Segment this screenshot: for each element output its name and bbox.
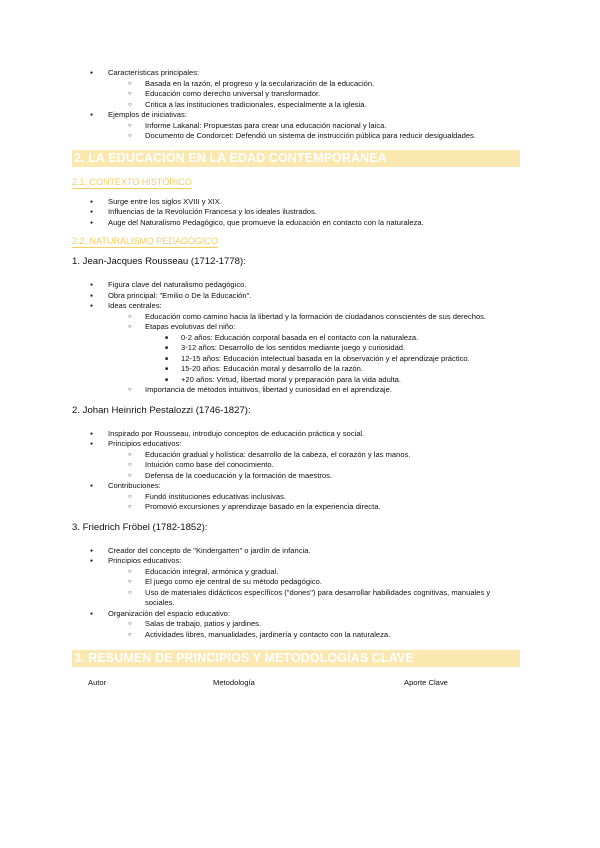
list-item: ■ 12-15 años: Educación intelectual basada en la observación y el aprendizaje práctico.: [145, 354, 520, 365]
list-item: [108, 322, 520, 385]
list-item: ● Creador del concepto de "Kindergarten" o jardín de infancia.: [72, 546, 520, 557]
list-item: ■ 15-20 años: Educación moral y desarrollo de la razón.: [145, 364, 520, 375]
bullet-list: [72, 280, 520, 396]
sub-list: [108, 79, 520, 111]
subsection-heading-text: 2.1. CONTEXTO HISTÓRICO: [72, 176, 192, 187]
list-item: ○ Educación como derecho universal y transformador.: [108, 89, 520, 100]
author-heading: 3. Friedrich Fröbel (1782-1852):: [72, 521, 208, 533]
list-item: ■ 0-2 años: Educación corporal basada en el contacto con la naturaleza.: [145, 333, 520, 344]
list-item: [72, 110, 520, 142]
list-item: ○ Critica a las instituciones tradicionales, especialmente a la iglesia.: [108, 100, 520, 111]
summary-table-header: [72, 677, 520, 688]
list-item: ○ Uso de materiales didácticos específicos ("dones") para desarrollar habilidades cognitivas, manuales y sociales.: [108, 588, 520, 609]
list-item-label: Principios educativos:: [108, 439, 182, 448]
list-item: ○ Importancia de métodos intuitivos, libertad y curiosidad en el aprendizaje.: [108, 385, 520, 396]
list-item: ● Surge entre los siglos XVIII y XIX.: [72, 197, 520, 208]
list-item-label: Ejemplos de iniciativas:: [108, 110, 187, 119]
list-item-label: Contribuciones:: [108, 481, 161, 490]
list-item: ○ Defensa de la coeducación y la formación de maestros.: [108, 471, 520, 482]
subsection-heading: [72, 177, 520, 188]
list-item: [72, 68, 520, 110]
list-item-label: Etapas evolutivas del niño:: [145, 322, 236, 331]
sub-list: [108, 492, 520, 513]
list-item: ● Influencias de la Revolución Francesa y los ideales ilustrados.: [72, 207, 520, 218]
list-item: [72, 556, 520, 609]
list-item: ○ Fundó instituciones educativas inclusivas.: [108, 492, 520, 503]
sub-list: [108, 619, 520, 640]
list-item: ○ Educación integral, armónica y gradual.: [108, 567, 520, 578]
subsection-heading-text: 2.2. NATURALISMO PEDAGÓGICO: [72, 236, 218, 246]
list-item: ○ Educación gradual y holística: desarrollo de la cabeza, el corazón y las manos.: [108, 450, 520, 461]
sub-sub-list: [145, 333, 520, 386]
list-item: [72, 609, 520, 641]
list-item: ○ Promovió excursiones y aprendizaje basado en la experiencia directa.: [108, 502, 520, 513]
list-item: ■ 3-12 años: Desarrollo de los sentidos mediante juego y curiosidad.: [145, 343, 520, 354]
list-item: ○ Informe Lakanal: Propuestas para crear una educación nacional y laica.: [108, 121, 520, 132]
list-item: ○ Documento de Condorcet: Defendió un sistema de instrucción pública para reducir desigualdades.: [108, 131, 520, 142]
table-header-cell: Autor: [88, 678, 107, 687]
sub-list: [108, 312, 520, 396]
sub-list: [108, 450, 520, 482]
list-item: [72, 301, 520, 396]
table-header-cell: Aporte Clave: [404, 678, 448, 687]
author-heading: 1. Jean-Jacques Rousseau (1712-1778):: [72, 256, 246, 267]
list-item: ● Inspirado por Rousseau, introdujo conceptos de educación práctica y social.: [72, 429, 520, 440]
list-item: ○ Basada en la razón, el progreso y la secularización de la educación.: [108, 79, 520, 90]
sub-list: [108, 567, 520, 609]
subsection-heading: [72, 236, 520, 247]
list-item: [72, 439, 520, 481]
list-item: ○ Actividades libres, manualidades, jardinería y contacto con la naturaleza.: [108, 630, 520, 641]
list-item: ○ Salas de trabajo, patios y jardines.: [108, 619, 520, 630]
list-item-label: Características principales:: [108, 68, 200, 77]
section-heading: 2. LA EDUCACIÓN EN LA EDAD CONTEMPORÁNEA: [72, 150, 520, 167]
list-item-label: Principios educativos:: [108, 556, 182, 565]
list-item: ● Obra principal: "Emilio o De la Educación".: [72, 291, 520, 302]
list-item: ○ Intuición como base del conocimiento.: [108, 460, 520, 471]
list-item: ■ +20 años: Virtud, libertad moral y preparación para la vida adulta.: [145, 375, 520, 386]
list-item-label: Ideas centrales:: [108, 301, 162, 310]
list-item: [72, 481, 520, 513]
list-item: ● Figura clave del naturalismo pedagógico.: [72, 280, 520, 291]
bullet-list: [72, 546, 520, 641]
list-item: ○ Educación como camino hacia la libertad y la formación de ciudadanos conscientes de sus derechos.: [108, 312, 520, 323]
bullet-list: [72, 197, 520, 229]
bullet-list: [72, 68, 520, 142]
table-header-cell: Metodología: [213, 678, 255, 687]
sub-list: [108, 121, 520, 142]
list-item: ○ El juego como eje central de su método pedagógico.: [108, 577, 520, 588]
list-item: ● Auge del Naturalismo Pedagógico, que promueve la educación en contacto con la naturaleza.: [72, 218, 520, 229]
bullet-list: [72, 429, 520, 513]
list-item-label: Organización del espacio educativo:: [108, 608, 230, 618]
author-heading: 2. Johan Heinrich Pestalozzi (1746-1827):: [72, 404, 251, 416]
section-heading: 3. RESUMEN DE PRINCIPIOS Y METODOLOGÍAS CLAVE: [72, 650, 520, 667]
